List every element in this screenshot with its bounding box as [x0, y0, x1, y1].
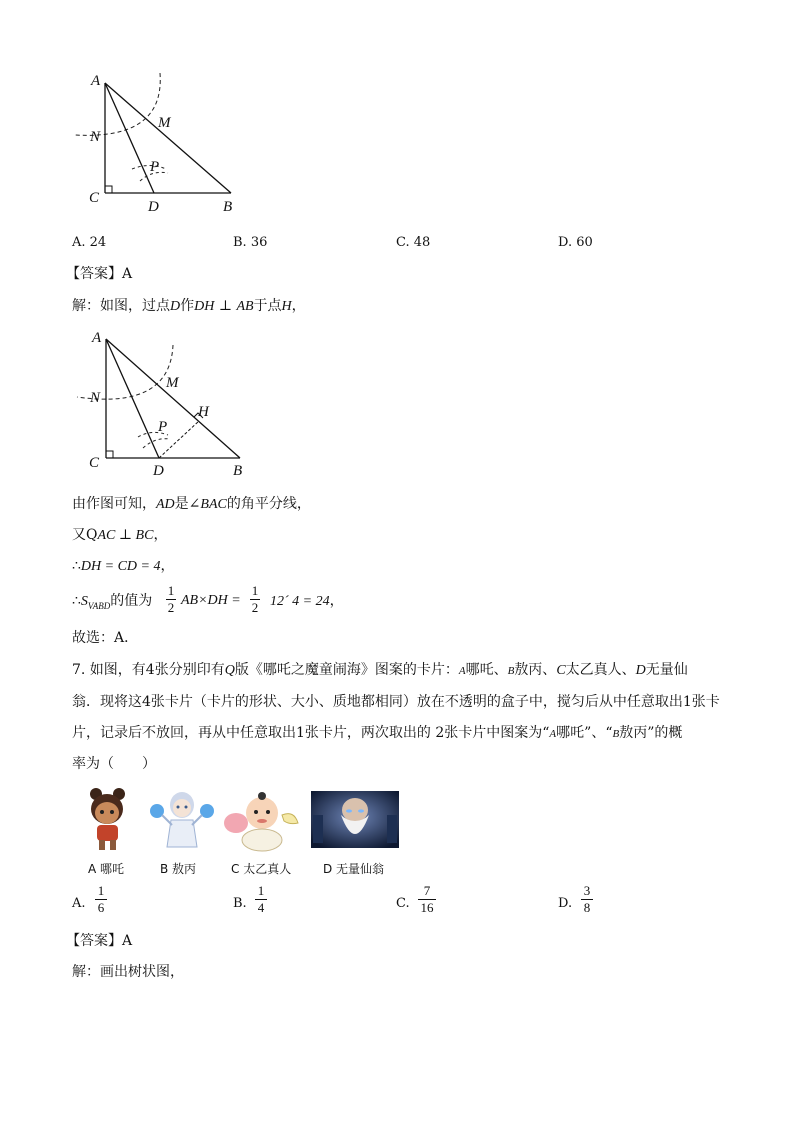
q6-option-b: B. 36: [233, 235, 268, 250]
label-N: N: [90, 129, 101, 145]
q6-answer: 【答案】A: [66, 266, 133, 282]
label-C: C: [89, 190, 100, 206]
q7-option-b-fraction: 1 4: [255, 884, 267, 915]
label-P: P: [150, 159, 160, 175]
label-C: C: [89, 455, 100, 471]
taiyi-card-image: [222, 785, 302, 852]
label-B: B: [233, 463, 243, 479]
q6-solution-intro: 解：如图，过点D作DH ⊥ AB于点H，: [72, 298, 306, 314]
q6-step4-fraction-2: 1 2: [251, 583, 259, 615]
q7-option-a-fraction: 1 6: [95, 884, 107, 915]
q7-option-d-fraction: 3 8: [581, 884, 593, 915]
aobing-card-image: [147, 785, 217, 852]
card-caption-d: D 无量仙翁: [323, 862, 385, 876]
triangle-figure-1: [70, 65, 260, 215]
card-caption-c: C 太乙真人: [231, 862, 292, 876]
q7-option-c-fraction: 7 16: [418, 884, 436, 915]
q7-answer: 【答案】A: [66, 933, 133, 949]
q6-option-c: C. 48: [396, 235, 431, 250]
q6-option-a: A. 24: [72, 235, 107, 250]
q6-step4-expr1: AB×DH =: [181, 593, 241, 608]
label-N: N: [90, 390, 101, 406]
q6-option-d: D. 60: [558, 235, 593, 250]
label-H: H: [198, 404, 209, 420]
q6-step4-expr2: 12´ 4 = 24，: [270, 593, 344, 609]
q7-line-2: 翁．现将这4张卡片（卡片的形状、大小、质地都相同）放在不透明的盒子中，搅匀后从中任意取出1张卡: [72, 694, 720, 710]
q7-option-b-label: B.: [233, 896, 247, 911]
nezha-card-image: [80, 785, 135, 852]
q7-line-3: 片，记录后不放回，再从中任意取出1张卡片，两次取出的 2张卡片中图案为“A哪吒”、“B敖丙”的概: [72, 725, 683, 741]
triangle-figure-2: [70, 325, 270, 480]
q6-step4-prefix: $\therefore S_{VABD}$的值为: [72, 593, 153, 611]
q7-option-a-label: A.: [72, 896, 86, 911]
label-A: A: [92, 330, 102, 346]
card-caption-a: A 哪吒: [88, 862, 125, 876]
label-D: D: [148, 199, 159, 215]
q6-step1: 由作图可知，AD是∠BAC的角平分线，: [72, 496, 311, 512]
q7-option-d-label: D.: [558, 896, 573, 911]
label-M: M: [158, 115, 171, 131]
q7-line-4: 率为（ ）: [72, 756, 156, 772]
label-D: D: [153, 463, 164, 479]
q6-step3: ∴DH = CD = 4，: [72, 558, 175, 574]
wuliang-card-image: [311, 791, 399, 848]
label-P: P: [158, 419, 168, 435]
q7-solution-intro: 解：画出树状图，: [72, 964, 184, 980]
q6-step4-fraction-1: 1 2: [167, 583, 175, 615]
label-A: A: [91, 73, 101, 89]
q6-conclusion: 故选：A．: [72, 630, 139, 646]
q6-step2: 又QAC ⊥ BC，: [72, 527, 168, 543]
label-M: M: [166, 375, 179, 391]
q7-line-1: 7. 如图，有4张分别印有Q版《哪吒之魔童闹海》图案的卡片：A哪吒、B敖丙、C太乙真人、D无量仙: [72, 662, 688, 678]
q7-option-c-label: C.: [396, 896, 410, 911]
label-B: B: [223, 199, 233, 215]
card-caption-b: B 敖丙: [160, 862, 197, 876]
